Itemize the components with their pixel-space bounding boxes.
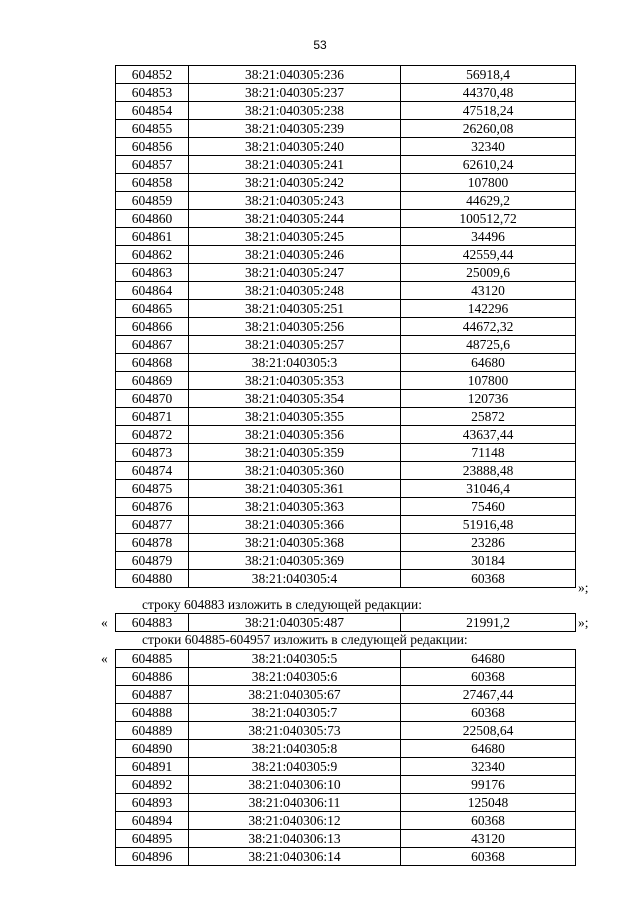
cadastral-number-cell: 38:21:040305:243	[189, 192, 401, 210]
row-number-cell: 604862	[116, 246, 189, 264]
row-number-cell: 604877	[116, 516, 189, 534]
value-cell: 44370,48	[401, 84, 576, 102]
table-row	[116, 84, 576, 102]
row-number-cell: 604852	[116, 66, 189, 84]
cadastral-number-cell: 38:21:040306:10	[189, 776, 401, 794]
table-row	[116, 336, 576, 354]
table-row	[116, 156, 576, 174]
value-cell: 32340	[401, 138, 576, 156]
value-cell: 48725,6	[401, 336, 576, 354]
table-row	[116, 390, 576, 408]
cadastral-number-cell: 38:21:040305:368	[189, 534, 401, 552]
row-number-cell: 604889	[116, 722, 189, 740]
opening-quote-mark-3: «	[101, 651, 108, 666]
table-row	[116, 776, 576, 794]
cadastral-number-cell: 38:21:040305:245	[189, 228, 401, 246]
table-row	[116, 246, 576, 264]
value-cell: 47518,24	[401, 102, 576, 120]
cadastral-number-cell: 38:21:040305:73	[189, 722, 401, 740]
value-cell: 26260,08	[401, 120, 576, 138]
cadastral-number-cell: 38:21:040305:363	[189, 498, 401, 516]
table-row	[116, 192, 576, 210]
cadastral-number-cell: 38:21:040305:356	[189, 426, 401, 444]
row-number-cell: 604859	[116, 192, 189, 210]
value-cell: 60368	[401, 668, 576, 686]
row-number-cell: 604860	[116, 210, 189, 228]
value-cell: 60368	[401, 812, 576, 830]
row-number-cell: 604875	[116, 480, 189, 498]
row-number-cell: 604865	[116, 300, 189, 318]
row-number-cell: 604896	[116, 848, 189, 866]
cadastral-number-cell: 38:21:040305:369	[189, 552, 401, 570]
row-number-cell: 604869	[116, 372, 189, 390]
table-row	[116, 354, 576, 372]
value-cell: 44672,32	[401, 318, 576, 336]
row-number-cell: 604863	[116, 264, 189, 282]
row-number-cell: 604873	[116, 444, 189, 462]
value-cell: 22508,64	[401, 722, 576, 740]
value-cell: 100512,72	[401, 210, 576, 228]
value-cell: 107800	[401, 174, 576, 192]
cadastral-number-cell: 38:21:040305:354	[189, 390, 401, 408]
row-number-cell: 604870	[116, 390, 189, 408]
row-number-cell: 604874	[116, 462, 189, 480]
row-number-cell: 604871	[116, 408, 189, 426]
cadastral-number-cell: 38:21:040305:7	[189, 704, 401, 722]
cadastral-number-cell: 38:21:040305:360	[189, 462, 401, 480]
row-number-cell: 604878	[116, 534, 189, 552]
cadastral-number-cell: 38:21:040305:237	[189, 84, 401, 102]
value-cell: 27467,44	[401, 686, 576, 704]
cadastral-number-cell: 38:21:040306:12	[189, 812, 401, 830]
row-number-cell: 604893	[116, 794, 189, 812]
cadastral-number-cell: 38:21:040305:355	[189, 408, 401, 426]
cadastral-number-cell: 38:21:040305:3	[189, 354, 401, 372]
table-row	[116, 722, 576, 740]
closing-quote-mark-1: »;	[578, 580, 589, 595]
cadastral-number-cell: 38:21:040305:8	[189, 740, 401, 758]
row-number-cell: 604854	[116, 102, 189, 120]
table-row	[116, 686, 576, 704]
row-number-cell: 604858	[116, 174, 189, 192]
table-row	[116, 120, 576, 138]
row-number-cell: 604853	[116, 84, 189, 102]
table-row	[116, 210, 576, 228]
cadastral-number-cell: 38:21:040305:238	[189, 102, 401, 120]
row-number-cell: 604880	[116, 570, 189, 588]
table-row	[116, 480, 576, 498]
table-row	[116, 552, 576, 570]
table-row	[116, 650, 576, 668]
row-number-cell: 604883	[116, 614, 189, 632]
table-body-3	[116, 650, 576, 866]
row-number-cell: 604890	[116, 740, 189, 758]
parcel-table-2	[115, 613, 576, 632]
cadastral-number-cell: 38:21:040305:366	[189, 516, 401, 534]
row-number-cell: 604894	[116, 812, 189, 830]
value-cell: 60368	[401, 848, 576, 866]
value-cell: 43120	[401, 830, 576, 848]
table-row	[116, 444, 576, 462]
value-cell: 25009,6	[401, 264, 576, 282]
cadastral-number-cell: 38:21:040305:256	[189, 318, 401, 336]
cadastral-number-cell: 38:21:040306:14	[189, 848, 401, 866]
cadastral-number-cell: 38:21:040305:5	[189, 650, 401, 668]
table-row	[116, 758, 576, 776]
opening-quote-mark-2: «	[101, 615, 108, 630]
table-row	[116, 300, 576, 318]
value-cell: 60368	[401, 570, 576, 588]
instruction-text-2: строки 604885-604957 изложить в следующей редакции:	[142, 632, 468, 647]
table-row	[116, 704, 576, 722]
table-row	[116, 462, 576, 480]
value-cell: 30184	[401, 552, 576, 570]
table-row	[116, 372, 576, 390]
row-number-cell: 604888	[116, 704, 189, 722]
row-number-cell: 604892	[116, 776, 189, 794]
table-row	[116, 498, 576, 516]
cadastral-number-cell: 38:21:040305:239	[189, 120, 401, 138]
row-number-cell: 604872	[116, 426, 189, 444]
cadastral-number-cell: 38:21:040305:241	[189, 156, 401, 174]
table-row	[116, 614, 576, 632]
row-number-cell: 604879	[116, 552, 189, 570]
cadastral-number-cell: 38:21:040305:487	[189, 614, 401, 632]
table-body-1	[116, 66, 576, 588]
value-cell: 32340	[401, 758, 576, 776]
value-cell: 125048	[401, 794, 576, 812]
cadastral-number-cell: 38:21:040305:244	[189, 210, 401, 228]
table-row	[116, 66, 576, 84]
value-cell: 44629,2	[401, 192, 576, 210]
table-row	[116, 516, 576, 534]
cadastral-number-cell: 38:21:040306:11	[189, 794, 401, 812]
value-cell: 71148	[401, 444, 576, 462]
table-row	[116, 740, 576, 758]
parcel-table-3	[115, 649, 576, 866]
cadastral-number-cell: 38:21:040305:242	[189, 174, 401, 192]
cadastral-number-cell: 38:21:040305:257	[189, 336, 401, 354]
row-number-cell: 604864	[116, 282, 189, 300]
table-row	[116, 794, 576, 812]
value-cell: 75460	[401, 498, 576, 516]
closing-quote-mark-2: »;	[578, 615, 589, 630]
table-row	[116, 282, 576, 300]
row-number-cell: 604886	[116, 668, 189, 686]
value-cell: 64680	[401, 740, 576, 758]
cadastral-number-cell: 38:21:040305:67	[189, 686, 401, 704]
table-row	[116, 174, 576, 192]
row-number-cell: 604876	[116, 498, 189, 516]
value-cell: 31046,4	[401, 480, 576, 498]
cadastral-number-cell: 38:21:040305:246	[189, 246, 401, 264]
table-row	[116, 228, 576, 246]
cadastral-number-cell: 38:21:040305:6	[189, 668, 401, 686]
value-cell: 34496	[401, 228, 576, 246]
value-cell: 23888,48	[401, 462, 576, 480]
value-cell: 25872	[401, 408, 576, 426]
value-cell: 42559,44	[401, 246, 576, 264]
cadastral-number-cell: 38:21:040305:361	[189, 480, 401, 498]
cadastral-number-cell: 38:21:040305:240	[189, 138, 401, 156]
row-number-cell: 604855	[116, 120, 189, 138]
cadastral-number-cell: 38:21:040306:13	[189, 830, 401, 848]
value-cell: 120736	[401, 390, 576, 408]
value-cell: 43120	[401, 282, 576, 300]
table-row	[116, 848, 576, 866]
row-number-cell: 604866	[116, 318, 189, 336]
table-row	[116, 830, 576, 848]
table-row	[116, 426, 576, 444]
row-number-cell: 604868	[116, 354, 189, 372]
table-body-2	[116, 614, 576, 632]
value-cell: 43637,44	[401, 426, 576, 444]
table-row	[116, 264, 576, 282]
value-cell: 23286	[401, 534, 576, 552]
cadastral-number-cell: 38:21:040305:248	[189, 282, 401, 300]
value-cell: 99176	[401, 776, 576, 794]
table-row	[116, 318, 576, 336]
value-cell: 56918,4	[401, 66, 576, 84]
table-row	[116, 812, 576, 830]
table-row	[116, 138, 576, 156]
row-number-cell: 604856	[116, 138, 189, 156]
table-row	[116, 570, 576, 588]
row-number-cell: 604895	[116, 830, 189, 848]
cadastral-number-cell: 38:21:040305:359	[189, 444, 401, 462]
row-number-cell: 604891	[116, 758, 189, 776]
row-number-cell: 604867	[116, 336, 189, 354]
cadastral-number-cell: 38:21:040305:9	[189, 758, 401, 776]
value-cell: 62610,24	[401, 156, 576, 174]
table-row	[116, 408, 576, 426]
value-cell: 51916,48	[401, 516, 576, 534]
row-number-cell: 604887	[116, 686, 189, 704]
table-row	[116, 668, 576, 686]
value-cell: 64680	[401, 354, 576, 372]
cadastral-number-cell: 38:21:040305:236	[189, 66, 401, 84]
table-row	[116, 534, 576, 552]
parcel-table-1	[115, 65, 576, 588]
page-number: 53	[313, 38, 327, 52]
cadastral-number-cell: 38:21:040305:247	[189, 264, 401, 282]
row-number-cell: 604861	[116, 228, 189, 246]
table-row	[116, 102, 576, 120]
value-cell: 21991,2	[401, 614, 576, 632]
value-cell: 142296	[401, 300, 576, 318]
cadastral-number-cell: 38:21:040305:4	[189, 570, 401, 588]
cadastral-number-cell: 38:21:040305:251	[189, 300, 401, 318]
value-cell: 107800	[401, 372, 576, 390]
instruction-text-1: строку 604883 изложить в следующей редакции:	[142, 597, 423, 612]
value-cell: 64680	[401, 650, 576, 668]
value-cell: 60368	[401, 704, 576, 722]
cadastral-number-cell: 38:21:040305:353	[189, 372, 401, 390]
row-number-cell: 604857	[116, 156, 189, 174]
row-number-cell: 604885	[116, 650, 189, 668]
